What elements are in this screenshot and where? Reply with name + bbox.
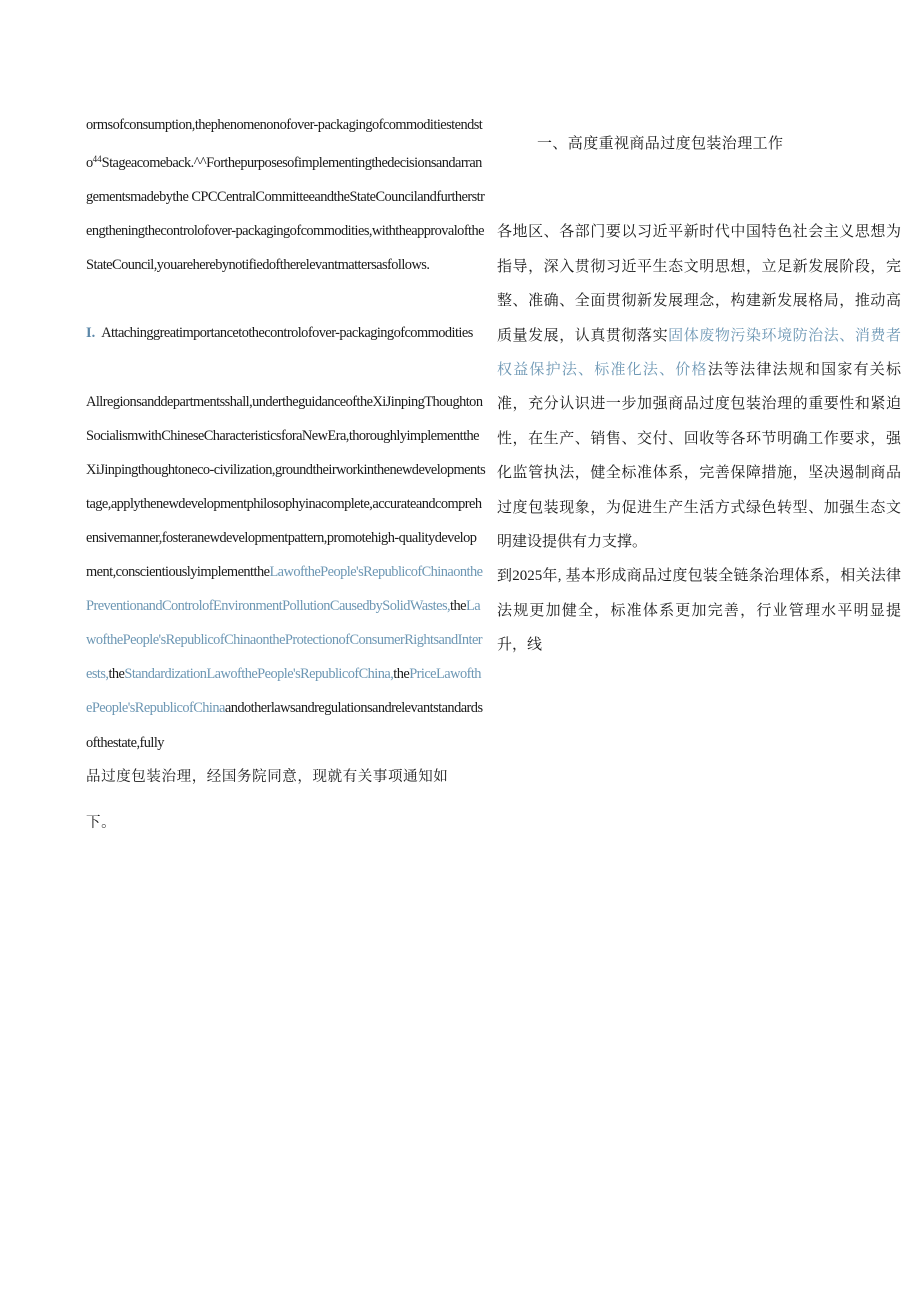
chinese-body-paragraph-2025: 到2025年, 基本形成商品过度包装全链条治理体系，相关法律法规更加健全，标准体系更加完善，行业管理水平明显提升，线 — [497, 568, 901, 654]
body-text: 各地区、各部门要以习近平新时代中国特色社会主义思想为指导，深入贯彻习近平生态文明思想，立足新发展阶段，完整、准确、全面贯彻新发展理念，构建新发展格局，推动高质量发展，认真贯彻落实 — [497, 224, 901, 344]
law-link-price[interactable]: PriceLawofthePeople'sRepublicofChina — [86, 666, 481, 717]
body-text: andotherlawsandregulationsandrelevantstandardsofthestate,fully — [86, 700, 483, 751]
intro-text-start: ormsofconsumption,thephenomenonofover-packagingofcommoditiestendsto — [86, 117, 483, 172]
chinese-section-heading: 一、高度重视商品过度包装治理工作 — [537, 136, 784, 152]
section-heading — [86, 316, 486, 350]
english-column — [86, 108, 486, 840]
intro-paragraph — [86, 108, 486, 282]
law-link-chinese[interactable]: 固体废物污染环境防治法、消费者权益保护法、标准化法、价格 — [497, 327, 901, 379]
law-link-standardization[interactable]: StandardizationLawofthePeople'sRepublicofChina, — [124, 666, 394, 683]
section-number: I. — [86, 325, 96, 342]
body-text: Allregionsanddepartmentsshall,undertheguidanceoftheXiJinpingThoughtonSocialismwithChineseCharacteristicsforaNewEra,thoroughlyimplementtheXiJinpingthoughtoneco-civilization,groundtheirworkinthenewdevelopmentstage,applythenewdevelopmentphilosophyinacomplete,accurateandcomprehensivemanner,fosteranewdevelopmentpattern,promotehigh-qualitydevelopment,conscientiouslyimplementthe — [86, 393, 486, 581]
body-text: the — [450, 598, 466, 615]
body-text: the — [393, 666, 410, 683]
body-paragraph — [86, 385, 486, 760]
body-text: the — [108, 666, 125, 683]
body-text: 法等法律法规和国家有关标准，充分认识进一步加强商品过度包装治理的重要性和紧迫性，在生产、销售、交付、回收等各环节明确工作要求，强化监管执法，健全标准体系，完善保障措施，坚决遏制商品过度包装现象，为促进生产生活方式绿色转型、加强生态文明建设提供有力支撑。 — [497, 362, 901, 551]
chinese-column — [497, 127, 901, 663]
section-heading-text: Attachinggreatimportancetothecontrolofover-packagingofcommodities — [101, 325, 473, 342]
superscript-mark: 44 — [92, 154, 102, 165]
chinese-tail-line: 品过度包装治理，经国务院同意，现就有关事项通知如 — [86, 768, 449, 785]
chinese-body-paragraph — [497, 215, 901, 559]
chinese-tail-line: 下。 — [86, 814, 117, 831]
law-link-solid-waste[interactable]: LawofthePeople'sRepublicofChinaonthePreventionandControlofEnvironmentPollutionCausedbySolidWastes, — [86, 564, 483, 615]
intro-text-end: Stageacomeback.^^Forthepurposesofimplementingthedecisionsandarrangementsmadebythe CPCCentralCommitteeandtheStateCouncilandfurtherstrengtheningthecontrolofover-packagingofcommodities,withtheapprovaloftheStateCouncil,youareherebynotifiedoftherelevantmattersasfollows. — [86, 155, 485, 274]
law-link-consumer-rights[interactable]: LawofthePeople'sRepublicofChinaontheProtectionofConsumerRightsandInterests, — [86, 598, 483, 683]
